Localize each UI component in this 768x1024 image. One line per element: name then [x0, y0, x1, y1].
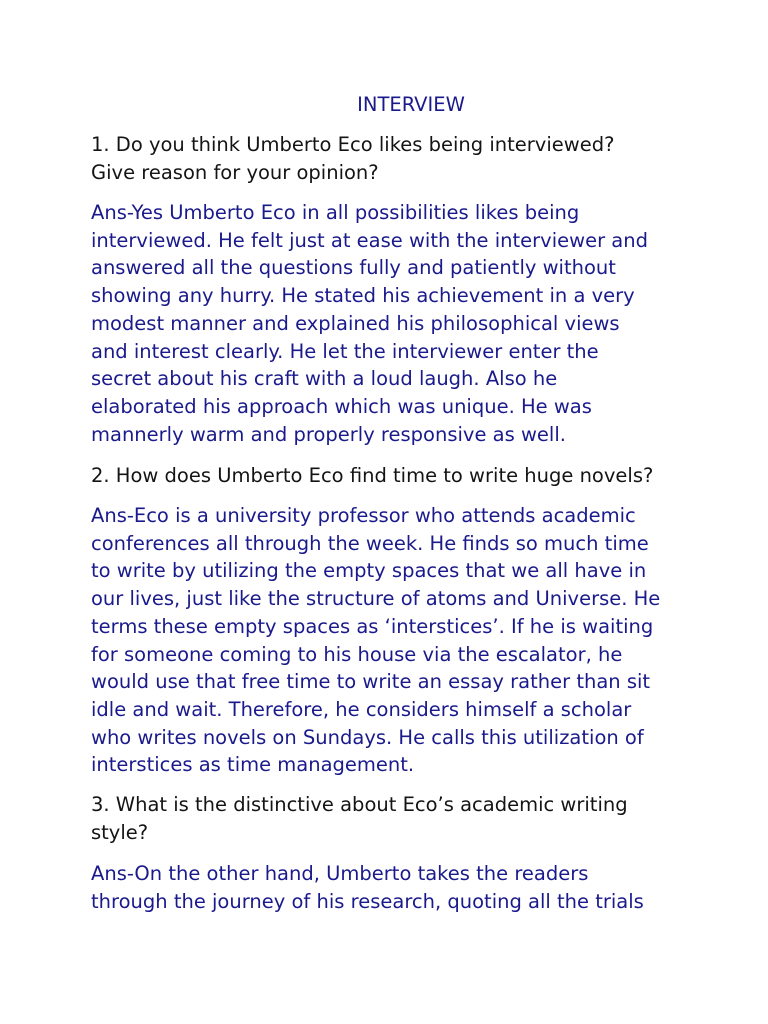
- answer-1-text: Ans-Yes Umberto Eco in all possibilities likes being interviewed. He felt just at ease with the interviewer and answered all the questions fully and patiently without showing any hurry. He stated his achievement in a very modest manner and explained his philosophical views and interest clearly. He let the interviewer enter the secret about his craft with a loud laugh. Also he elaborated his approach which was unique. He was mannerly warm and properly responsive as well.: [91, 201, 648, 446]
- page-title: INTERVIEW: [357, 93, 465, 116]
- answer-3-text: Ans-On the other hand, Umberto takes the readers through the journey of his research, quoting all the trials: [91, 862, 644, 913]
- question-2-text: 2. How does Umberto Eco find time to write huge novels?: [91, 464, 654, 487]
- question-3-text: 3. What is the distinctive about Eco’s academic writing style?: [91, 793, 628, 844]
- answer-2-text: Ans-Eco is a university professor who attends academic conferences all through the week. He finds so much time to write by utilizing the empty spaces that we all have in our lives, just like the structure of atoms and Universe. He terms these empty spaces as ‘interstices’. If he is waiting for someone coming to his house via the escalator, he would use that free time to write an essay rather than sit idle and wait. Therefore, he considers himself a scholar who writes novels on Sundays. He calls this utilization of interstices as time management.: [91, 504, 661, 777]
- question-1-text: 1. Do you think Umberto Eco likes being interviewed? Give reason for your opinion?: [91, 133, 615, 184]
